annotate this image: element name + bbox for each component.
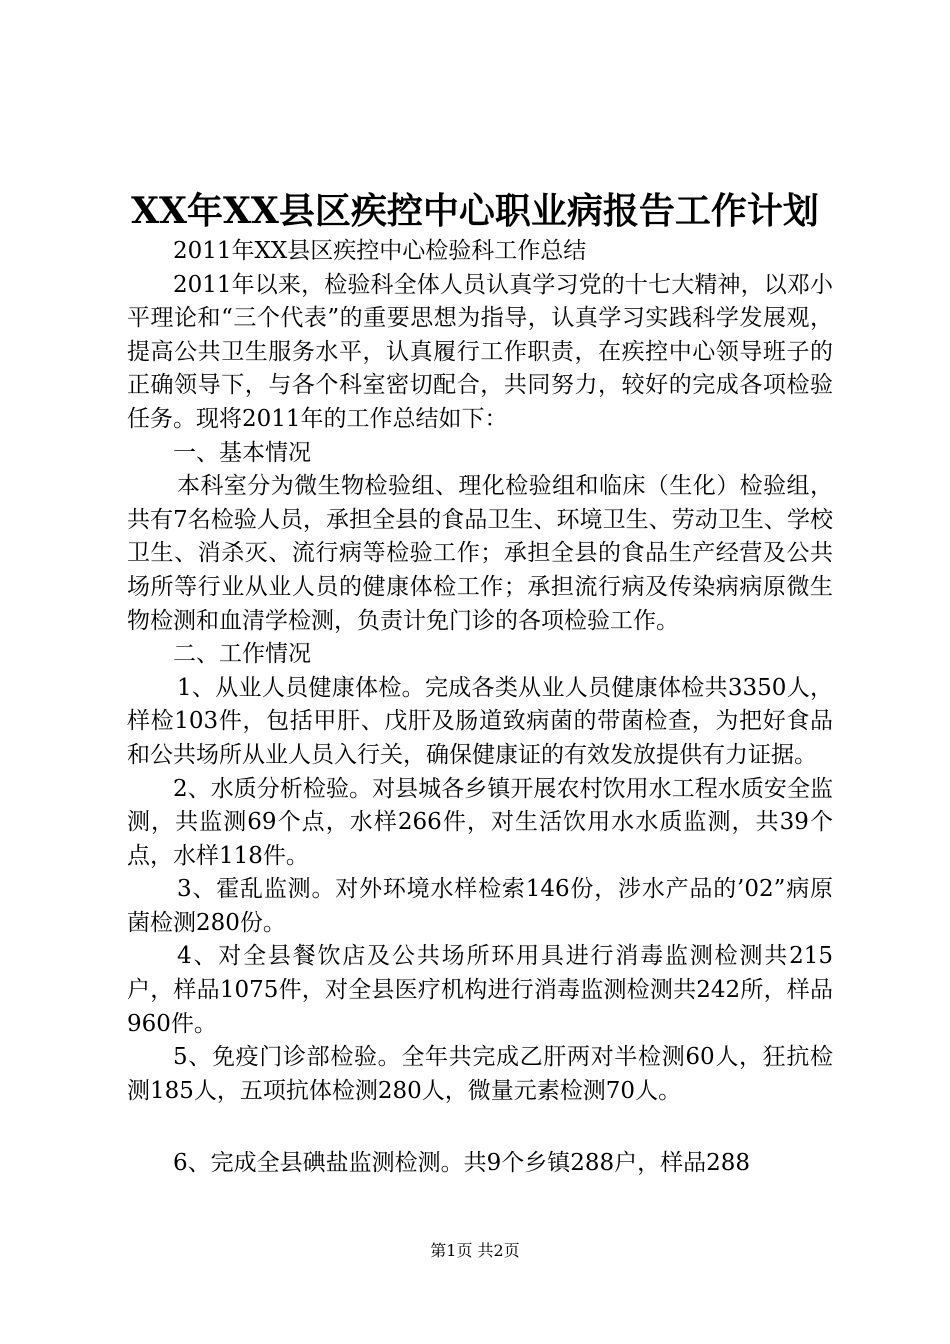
paragraph-item-5: 5、免疫门诊部检验。全年共完成乙肝两对半检测60人，狂抗检测185人，五项抗体检测280人，微量元素检测70人。 <box>127 1044 833 1104</box>
paragraph-item-1: 1、从业人员健康体检。完成各类从业人员健康体检共3350人，样检103件，包括甲肝、戊肝及肠道致病菌的带菌检查，为把好食品和公共场所从业人员入行关，确保健康证的有效发放提供有力证据。 <box>127 674 833 768</box>
paragraph-item-6: 6、完成全县碘盐监测检测。共9个乡镇288户，样品288 <box>173 1150 751 1177</box>
section-heading-work: 二、工作情况 <box>173 641 311 668</box>
paragraph-item-2: 2、水质分析检验。对县城各乡镇开展农村饮用水工程水质安全监测，共监测69个点，水样266件，对生活饮用水水质监测，共39个点，水样118件。 <box>127 775 833 869</box>
page-number-footer: 第1页 共2页 <box>430 1241 520 1260</box>
paragraph-gap <box>127 1108 833 1147</box>
section-heading-basic: 一、基本情况 <box>173 439 311 466</box>
paragraph-subtitle: 2011年XX县区疾控中心检验科工作总结 <box>173 238 587 264</box>
paragraph-item-4: 4、对全县餐饮店及公共场所环用具进行消毒监测检测共215户，样品1075件，对全县医疗机构进行消毒监测检测共242所，样品960件。 <box>127 943 833 1037</box>
paragraph-intro: 2011年以来，检验科全体人员认真学习党的十七大精神，以邓小平理论和“三个代表”的重要思想为指导，认真学习实践科学发展观，提高公共卫生服务水平，认真履行工作职责，在疾控中心领导班子的正确领导下，与各个科室密切配合，共同努力，较好的完成各项检验任务。现将2011年的工作总结如下： <box>127 271 833 432</box>
document-title: XX年XX县区疾控中心职业病报告工作计划 <box>131 190 819 232</box>
document-body <box>127 235 833 1181</box>
paragraph-item-3: 3、霍乱监测。对外环境水样检索146份，涉水产品的’02”病原菌检测280份。 <box>127 876 833 936</box>
paragraph-basic-info: 本科室分为微生物检验组、理化检验组和临床（生化）检验组，共有7名检验人员，承担全县的食品卫生、环境卫生、劳动卫生、学校卫生、消杀灭、流行病等检验工作；承担全县的食品生产经营及公共场所等行业从业人员的健康体检工作；承担流行病及传染病病原微生物检测和血清学检测，负责计免门诊的各项检验工作。 <box>127 473 833 634</box>
